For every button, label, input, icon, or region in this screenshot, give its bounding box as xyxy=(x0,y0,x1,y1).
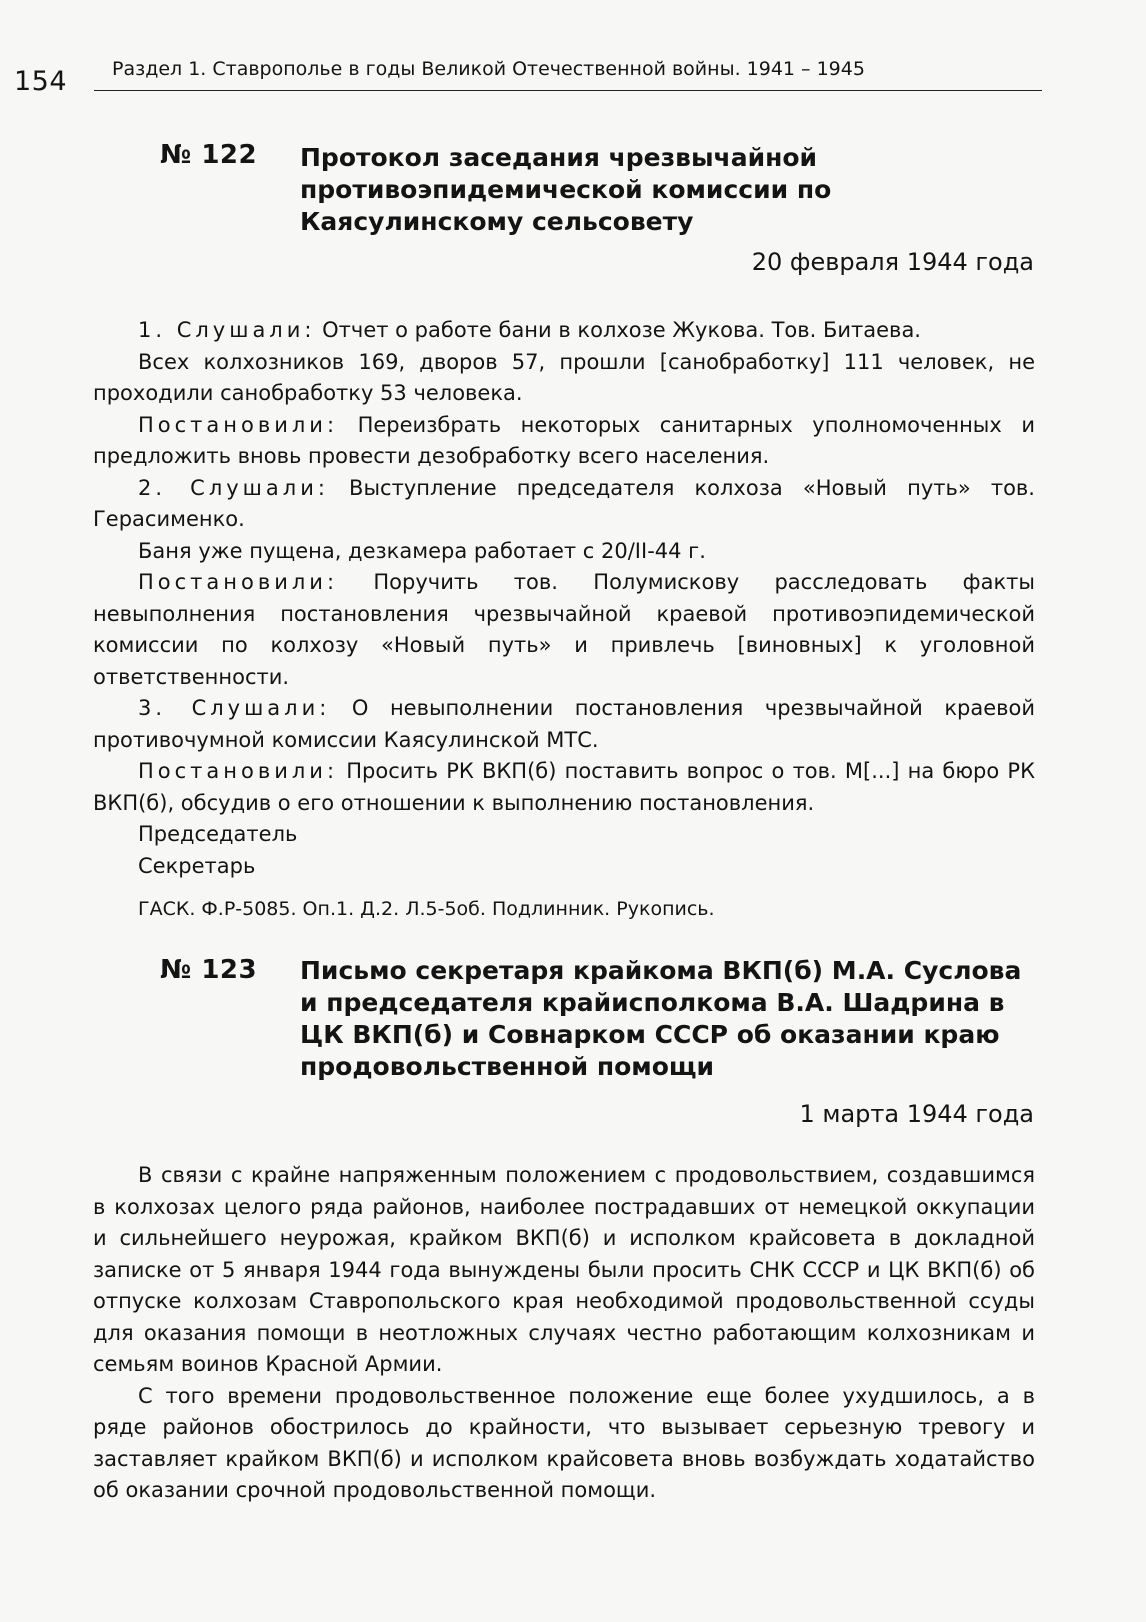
doc123-body xyxy=(93,1160,1035,1507)
doc123-title-line: и председателя крайисполкома В.А. Шадрина в xyxy=(300,988,1005,1017)
doc122-item-2: 2. Слушали: Выступление председателя колхоза «Новый путь» тов. Герасименко. xyxy=(93,475,1035,531)
doc122-paragraph: Всех колхозников 169, дворов 57, прошли [санобработку] 111 человек, не проходили санобработку 53 человека. xyxy=(93,349,1035,405)
signature-chairman: Председатель xyxy=(138,822,298,846)
doc123-title xyxy=(300,955,1040,1083)
doc122-decision-1: Постановили: Переизбрать некоторых санитарных уполномоченных и предложить вновь провести дезобработку всего населения. xyxy=(93,412,1035,468)
heard-label: 3. Слушали: xyxy=(138,696,331,720)
running-title: Раздел 1. Ставрополье в годы Великой Отечественной войны. 1941 – 1945 xyxy=(112,58,865,80)
signature-secretary: Секретарь xyxy=(138,853,256,878)
doc122-item-3: 3. Слушали: О невыполнении постановления чрезвычайной краевой противочумной комиссии Каясулинской МТС. xyxy=(93,696,1035,752)
doc122-number: № 122 xyxy=(160,140,258,170)
decided-label: Постановили: xyxy=(138,570,339,594)
doc123-title-line: Письмо секретаря крайкома ВКП(б) М.А. Суслова xyxy=(300,956,1022,985)
header-rule xyxy=(94,90,1042,91)
doc122-date: 20 февраля 1944 года xyxy=(751,248,1034,276)
doc123-paragraph: С того времени продовольственное положение еще более ухудшилось, а в ряде районов обострилось до крайности, что вызывает серьезную тревогу и заставляет крайком ВКП(б) и исполком крайсовета вновь возбуждать ходатайство об оказании срочной продовольственной помощи. xyxy=(93,1383,1035,1502)
decided-label: Постановили: xyxy=(138,759,339,783)
decided-label: Постановили: xyxy=(138,412,339,437)
page-number: 154 xyxy=(14,66,68,97)
doc122-item-1: 1. Слушали: Отчет о работе бани в колхозе Жукова. Тов. Битаева. xyxy=(138,318,921,342)
doc122-title-line: Протокол заседания чрезвычайной xyxy=(300,143,818,172)
doc123-title-line: ЦК ВКП(б) и Совнарком СССР об оказании краю xyxy=(300,1020,1000,1049)
doc122-title-line: противоэпидемической комиссии по xyxy=(300,175,832,204)
doc122-decision-2: Постановили: Поручить тов. Полумискову расследовать факты невыполнения постановления чрезвычайной краевой противоэпидемической комиссии по колхозу «Новый путь» и привлечь [виновных] к уголовной ответственности. xyxy=(93,570,1035,689)
doc122-decision-3: Постановили: Просить РК ВКП(б) поставить вопрос о тов. М[...] на бюро РК ВКП(б), обсудив о его отношении к выполнению постановления. xyxy=(93,759,1035,815)
doc122-title-line: Каясулинскому сельсовету xyxy=(300,207,694,236)
archive-source: ГАСК. Ф.Р-5085. Оп.1. Д.2. Л.5-5об. Подлинник. Рукопись. xyxy=(138,898,715,920)
doc122-paragraph: Баня уже пущена, дезкамера работает с 20/II-44 г. xyxy=(138,538,706,563)
heard-label: 2. Слушали: xyxy=(138,475,329,500)
doc122-body xyxy=(93,315,1035,926)
doc123-paragraph: В связи с крайне напряженным положением с продовольствием, создавшимся в колхозах целого ряда районов, наиболее пострадавших от немецкой оккупации и сильнейшего неурожая, крайком ВКП(б) и исполком крайсовета в докладной записке от 5 января 1944 года вынуждены были просить СНК СССР и ЦК ВКП(б) об отпуске колхозам Ставропольского края необходимой продовольственной ссуды для оказания помощи в неотложных случаях честно работающим колхозникам и семьям воинов Красной Армии. xyxy=(93,1163,1035,1376)
doc123-date: 1 марта 1944 года xyxy=(799,1100,1034,1128)
heard-label: 1. Слушали: xyxy=(138,318,316,342)
doc123-title-line: продовольственной помощи xyxy=(300,1052,715,1081)
doc122-title xyxy=(300,142,1040,238)
doc123-number: № 123 xyxy=(160,955,258,985)
